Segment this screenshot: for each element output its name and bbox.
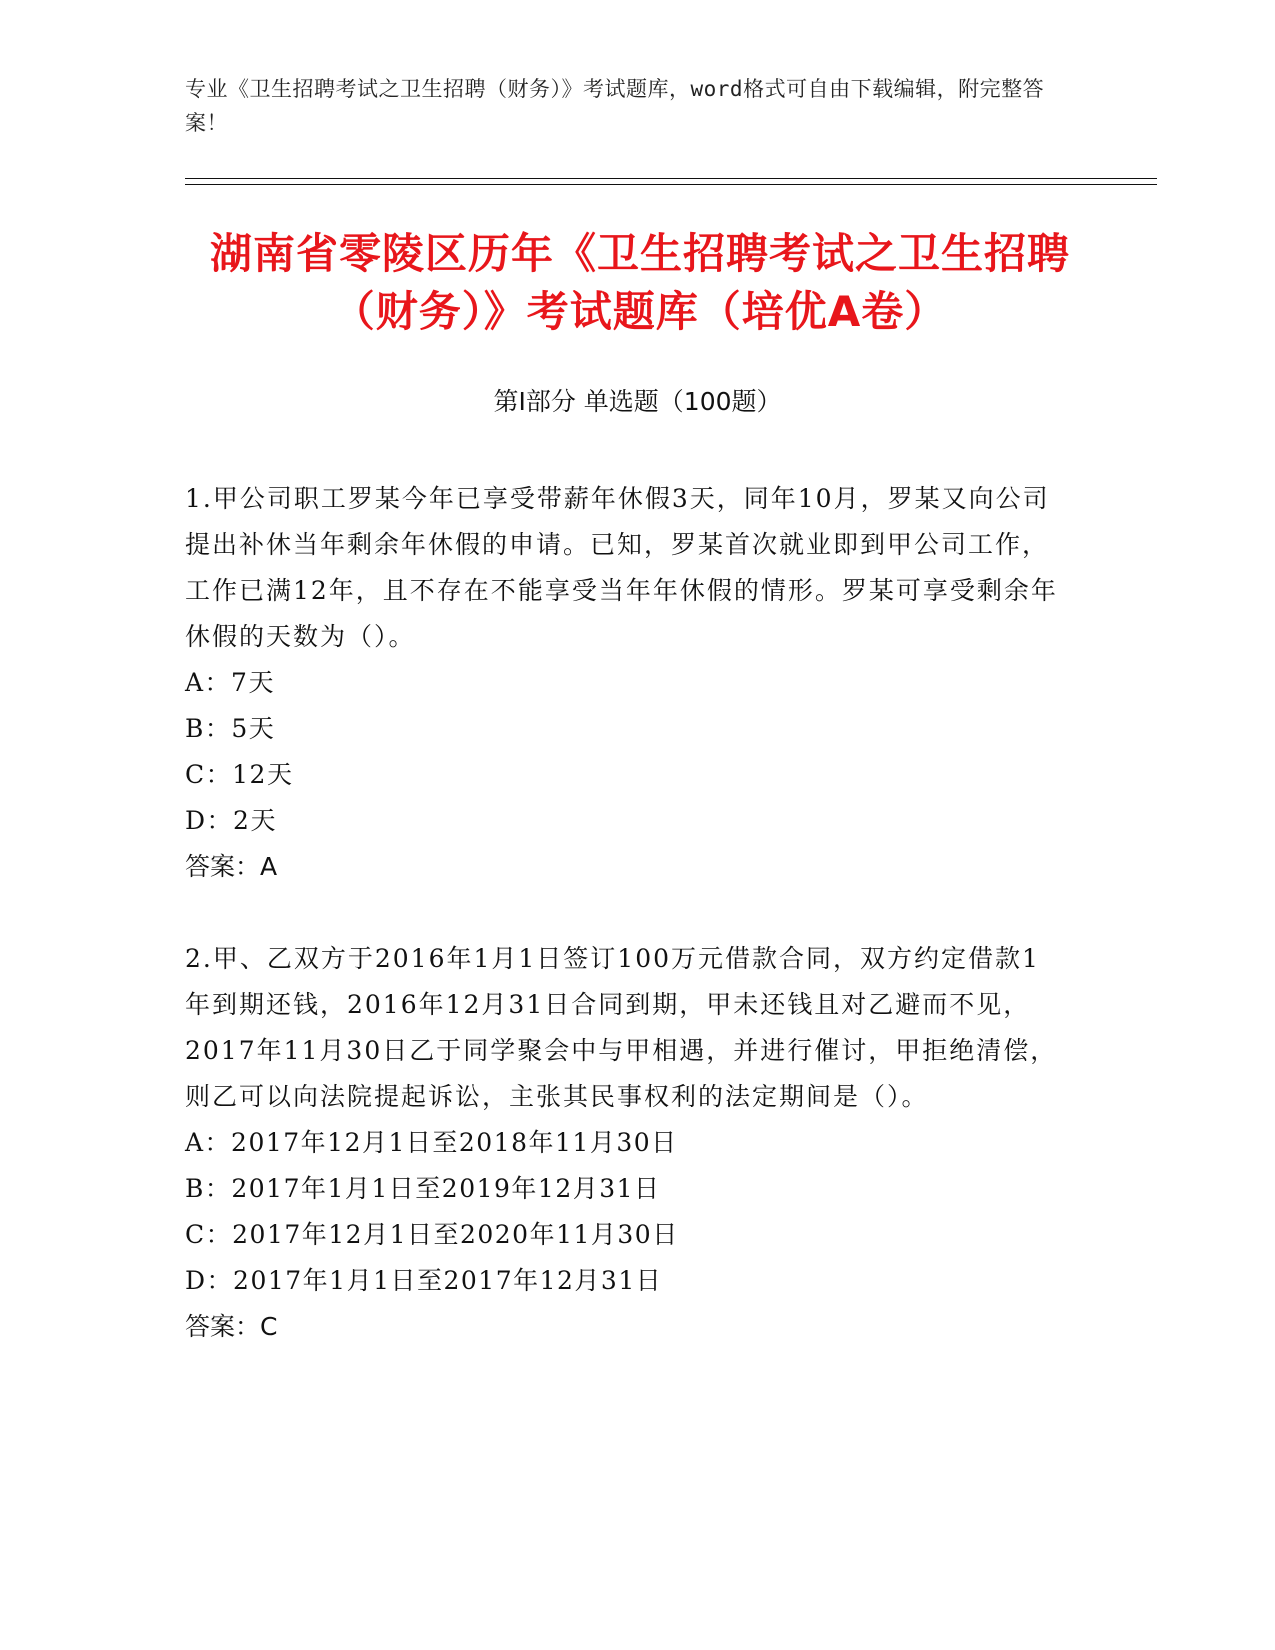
document-title: 湖南省零陵区历年《卫生招聘考试之卫生招聘（财务）》考试题库（培优A卷） [209, 229, 1070, 336]
question-block [185, 936, 1065, 1350]
option-c: C：12天 [185, 760, 294, 789]
question-stem: 2.甲、乙双方于2016年1月1日签订100万元借款合同，双方约定借款1年到期还钱，2016年12月31日合同到期，甲未还钱且对乙避而不见，2017年11月30日乙于同学聚会中与甲相遇，并进行催讨，甲拒绝清偿，则乙可以向法院提起诉讼，主张其民事权利的法定期间是（）。 [185, 944, 1058, 1111]
option-b: B：2017年1月1日至2019年12月31日 [185, 1174, 661, 1203]
option-a: A：2017年12月1日至2018年11月30日 [185, 1128, 678, 1157]
header-note: 专业《卫生招聘考试之卫生招聘（财务）》考试题库，word格式可自由下载编辑，附完整答案！ [185, 77, 1045, 135]
option-c: C：2017年12月1日至2020年11月30日 [185, 1220, 679, 1249]
option-a: A：7天 [185, 668, 275, 697]
answer-line: 答案：C [185, 1312, 278, 1341]
section-title: 第I部分 单选题（100题） [493, 387, 782, 416]
option-b: B：5天 [185, 714, 276, 743]
question-stem: 1.甲公司职工罗某今年已享受带薪年休假3天，同年10月，罗某又向公司提出补休当年剩余年休假的申请。已知，罗某首次就业即到甲公司工作，工作已满12年，且不存在不能享受当年年休假的情形。罗某可享受剩余年休假的天数为（）。 [185, 484, 1058, 651]
option-d: D：2天 [185, 806, 277, 835]
answer-line: 答案：A [185, 852, 278, 881]
option-d: D：2017年1月1日至2017年12月31日 [185, 1266, 663, 1295]
header-divider-top [185, 178, 1157, 179]
question-block [185, 476, 1065, 890]
header-divider-bottom [185, 184, 1157, 185]
